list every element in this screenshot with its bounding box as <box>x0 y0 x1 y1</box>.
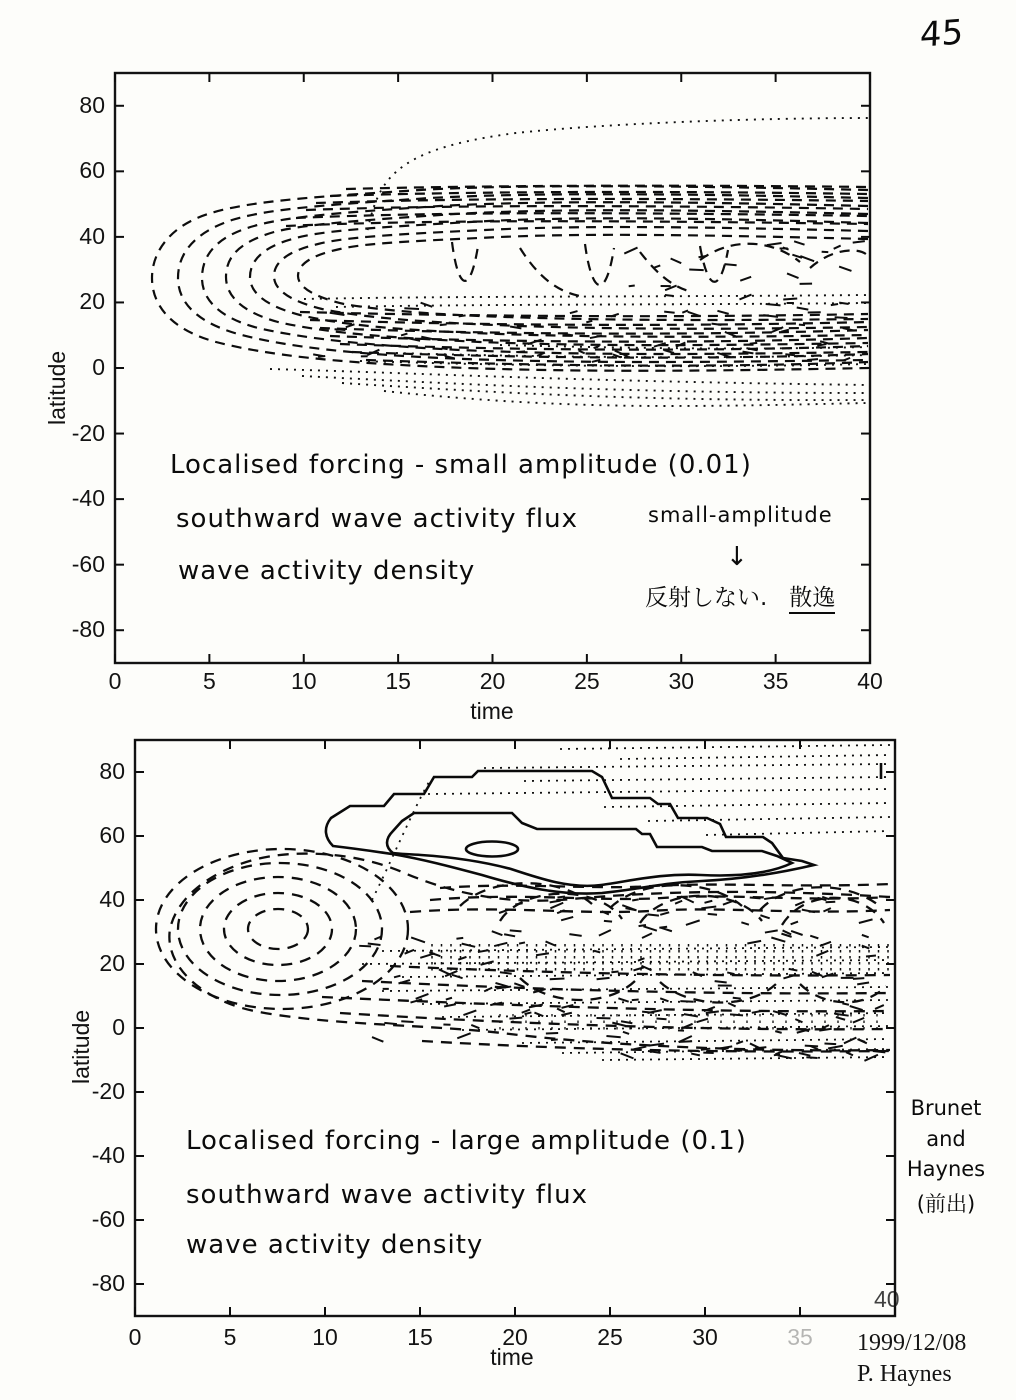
contour-texture-line <box>597 978 610 979</box>
x-tick-label: 15 <box>407 1324 433 1350</box>
contour-texture-line <box>750 343 758 344</box>
contour-texture-line <box>810 936 818 939</box>
y-tick-label: 60 <box>79 157 105 184</box>
contour-texture-line <box>859 1040 865 1042</box>
x-tick-label: 10 <box>290 668 317 694</box>
contour-texture-line <box>771 937 785 941</box>
contour-texture-line <box>500 972 512 973</box>
contour-texture-line <box>318 356 325 357</box>
contour-texture-line <box>835 317 848 318</box>
contour-texture-line <box>675 901 682 904</box>
contour-texture-line <box>715 981 727 982</box>
contour-texture-line <box>509 1018 522 1019</box>
contour-texture-line <box>684 1014 698 1016</box>
contour-texture-line <box>510 930 522 931</box>
contour-texture-line <box>660 912 669 915</box>
contour-texture-line <box>633 967 643 970</box>
contour-texture-line <box>836 1017 845 1020</box>
contour-texture-line <box>525 1012 532 1014</box>
contour-texture-line <box>820 942 831 946</box>
y-tick-label: 20 <box>79 288 105 315</box>
contour-texture-line <box>853 978 864 979</box>
contour-texture-line <box>444 1004 456 1006</box>
y-tick-label: -60 <box>71 550 105 577</box>
margin-note-line4: (前出) <box>916 1192 976 1216</box>
y-tick-label: 0 <box>112 1014 125 1040</box>
y-tick-label: -80 <box>71 616 105 643</box>
y-tick-label: 20 <box>99 950 125 976</box>
contour-texture-line <box>834 246 841 249</box>
contour-texture-line <box>546 941 556 945</box>
contour-texture-line <box>514 983 524 986</box>
contour-texture-line <box>446 998 452 1000</box>
contour-texture-line <box>859 919 873 923</box>
annotation-large-title: Localised forcing - large amplitude (0.1) <box>186 1126 747 1156</box>
contour-texture-line <box>550 901 561 903</box>
y-tick-label: -40 <box>71 485 105 512</box>
contour-texture-line <box>816 951 828 956</box>
y-tick-label: 80 <box>99 758 125 784</box>
x-tick-label: 25 <box>574 668 600 694</box>
x-tick-label: 5 <box>202 668 216 694</box>
contour-texture-line <box>550 978 565 979</box>
contour-texture-line <box>755 1047 766 1048</box>
contour-texture-line <box>835 1014 849 1016</box>
contour-texture-line <box>679 1041 692 1042</box>
contour-texture-line <box>843 328 855 331</box>
contour-texture-line <box>623 1032 629 1034</box>
contour-texture-line <box>557 1009 565 1013</box>
down-arrow-icon: ↓ <box>726 542 748 572</box>
x-tick-label: 0 <box>108 668 122 694</box>
contour-texture-line <box>569 934 581 936</box>
contour-texture-line <box>842 1003 849 1004</box>
contour-texture-line <box>606 1036 620 1037</box>
contour-texture-line <box>594 951 600 953</box>
contour-texture-line <box>624 248 637 254</box>
contour-texture-line <box>564 334 573 335</box>
margin-note-line2: and <box>926 1127 966 1151</box>
contour-texture-line <box>791 931 803 935</box>
bottom-dashed-contours <box>156 849 890 1052</box>
contour-texture-line <box>866 956 876 957</box>
contour-texture-line <box>826 902 836 903</box>
contour-texture-line <box>850 1006 863 1010</box>
x-tick-label: 10 <box>312 1324 338 1350</box>
contour-texture-line <box>853 241 865 243</box>
contour-texture-line <box>802 910 815 913</box>
x-tick-label: 20 <box>479 668 506 694</box>
contour-texture-line <box>844 1038 856 1044</box>
contour-texture-line <box>458 957 466 960</box>
x-tick-label: 35 <box>787 1324 813 1350</box>
contour-texture-line <box>740 277 751 281</box>
x-tick-label: 30 <box>668 668 695 694</box>
contour-texture-line <box>632 899 639 900</box>
contour-texture-line <box>586 321 592 323</box>
contour-texture-line <box>824 1043 836 1044</box>
contour-texture-line <box>741 922 749 924</box>
contour-texture-line <box>697 1019 708 1023</box>
contour-texture-line <box>561 917 573 920</box>
page-number: 45 <box>919 12 964 56</box>
contour-texture-line <box>806 1057 817 1058</box>
contour-texture-line <box>516 351 525 352</box>
y-tick-label: 40 <box>79 222 105 249</box>
contour-texture-line <box>604 921 612 922</box>
footer-date: 1999/12/08 <box>857 1330 967 1356</box>
contour-texture-line <box>723 901 734 905</box>
contour-texture-line <box>599 930 611 936</box>
contour-texture-line <box>519 942 525 943</box>
contour-texture-line <box>570 311 578 313</box>
contour-texture-line <box>722 1048 729 1049</box>
contour-texture-line <box>766 304 781 305</box>
contour-texture-line <box>594 346 600 348</box>
contour-texture-line <box>787 273 799 278</box>
contour-texture-line <box>828 1046 843 1049</box>
contour-texture-line <box>629 285 635 286</box>
contour-texture-line <box>550 903 563 909</box>
contour-texture-line <box>411 937 425 942</box>
contour-texture-line <box>699 256 708 257</box>
contour-texture-line <box>459 315 466 316</box>
contour-texture-line <box>611 971 618 972</box>
contour-texture-line <box>499 910 508 913</box>
contour-texture-line <box>862 946 870 949</box>
contour-texture-line <box>797 308 809 310</box>
x-tick-label: 40 <box>857 668 883 694</box>
annotation-japanese <box>645 579 835 612</box>
contour-texture-line <box>839 267 851 271</box>
contour-texture-line <box>484 988 492 992</box>
contour-texture-line <box>457 1033 470 1038</box>
contour-texture-line <box>557 897 565 898</box>
contour-texture-line <box>561 1013 571 1015</box>
x-tick-label: 20 <box>502 1324 528 1350</box>
contour-texture-line <box>775 1051 782 1054</box>
contour-texture-line <box>625 908 636 910</box>
annotation-small-line3: wave activity density <box>178 556 476 586</box>
contour-texture-line <box>579 351 585 354</box>
y-tick-label: -60 <box>91 1206 125 1232</box>
contour-texture-line <box>789 969 798 971</box>
contour-texture-line <box>831 304 838 305</box>
contour-texture-line <box>638 958 644 960</box>
top-chart-xlabel: time <box>470 698 514 724</box>
x-tick-label: 35 <box>762 668 789 694</box>
contour-texture-line <box>727 972 734 974</box>
top-chart-ylabel: latitude <box>44 350 70 425</box>
contour-texture-line <box>724 264 736 265</box>
contour-texture-line <box>456 938 463 939</box>
x-tick-label: 30 <box>692 1324 718 1350</box>
annotation-side-note: small-amplitude <box>648 503 833 527</box>
contour-texture-line <box>557 910 565 913</box>
contour-texture-line <box>384 1023 397 1024</box>
contour-texture-line <box>765 930 778 932</box>
bottom-dotted-contours <box>362 745 890 1060</box>
contour-texture-line <box>875 1005 884 1009</box>
contour-texture-line <box>611 314 619 317</box>
contour-texture-line <box>686 920 700 925</box>
contour-texture-line <box>394 976 400 978</box>
contour-texture-line <box>857 983 869 985</box>
contour-texture-line <box>691 1054 700 1056</box>
contour-texture-line <box>416 994 429 999</box>
contour-texture-line <box>844 358 850 361</box>
margin-note-line1: Brunet <box>910 1096 982 1120</box>
contour-texture-line <box>733 998 741 999</box>
bottom-chart-xlabel: time <box>490 1344 534 1370</box>
annotation-japanese-underlined: 散逸 <box>789 585 835 614</box>
contour-texture-line <box>775 1031 781 1033</box>
top-dashed-contours <box>152 186 868 371</box>
contour-texture-line <box>643 926 656 930</box>
contour-texture-line <box>717 311 728 314</box>
contour-texture-line <box>618 998 628 1001</box>
annotation-large-line2: southward wave activity flux <box>186 1180 588 1210</box>
contour-texture-line <box>494 943 507 946</box>
contour-texture-line <box>421 303 433 307</box>
y-tick-label: -40 <box>91 1142 125 1168</box>
x-tick-label: 5 <box>223 1324 237 1350</box>
top-dotted-contours <box>270 118 868 406</box>
contour-texture-line <box>728 1003 735 1006</box>
y-tick-label: -20 <box>71 419 105 446</box>
contour-texture-line <box>701 1049 710 1050</box>
annotation-large-line3: wave activity density <box>186 1230 484 1260</box>
contour-texture-line <box>440 324 447 325</box>
contour-texture-line <box>536 953 549 955</box>
contour-texture-line <box>492 931 503 935</box>
y-tick-label: 60 <box>99 822 125 848</box>
contour-texture-line <box>760 915 769 918</box>
y-tick-label: -80 <box>91 1270 125 1296</box>
contour-texture-line <box>839 303 849 304</box>
contour-texture-line <box>401 1021 413 1022</box>
contour-texture-line <box>442 348 448 349</box>
contour-texture-line <box>791 922 798 925</box>
contour-texture-line <box>682 310 688 312</box>
annotation-small-line2: southward wave activity flux <box>176 504 578 534</box>
contour-texture-line <box>654 265 661 267</box>
contour-texture-line <box>862 935 869 937</box>
x-tick-label: 0 <box>128 1324 142 1350</box>
contour-texture-line <box>730 1014 743 1015</box>
contour-texture-line <box>701 907 716 909</box>
annotation-japanese-prefix: 反射しない. <box>645 585 768 611</box>
contour-texture-line <box>680 1001 693 1002</box>
contour-texture-line <box>689 269 703 270</box>
contour-texture-line <box>785 354 795 355</box>
y-tick-label: 80 <box>79 91 105 118</box>
contour-texture-line <box>462 944 475 947</box>
bottom-chart-ylabel: latitude <box>68 1009 94 1084</box>
contour-texture-line <box>504 934 515 936</box>
y-tick-label: -20 <box>91 1078 125 1104</box>
small-scale-contour-texture <box>313 241 888 1061</box>
contour-texture-line <box>634 1047 647 1050</box>
bottom-chart-xtick-40: 40 <box>874 1286 900 1312</box>
contour-texture-line <box>463 1010 476 1015</box>
contour-texture-line <box>706 1011 719 1013</box>
contour-texture-line <box>551 1039 558 1040</box>
x-tick-label: 25 <box>597 1324 623 1350</box>
contour-texture-line <box>736 1041 743 1043</box>
contour-texture-line <box>346 324 355 327</box>
contour-texture-line <box>846 1052 853 1055</box>
contour-texture-line <box>642 933 652 938</box>
y-tick-label: 0 <box>92 354 105 380</box>
contour-texture-line <box>359 946 371 947</box>
contour-texture-line <box>660 998 668 1001</box>
contour-texture-line <box>800 256 814 261</box>
contour-texture-line <box>747 941 761 944</box>
contour-texture-line <box>335 329 346 330</box>
contour-texture-line <box>752 1011 763 1013</box>
contour-texture-line <box>621 1053 634 1058</box>
contour-texture-line <box>767 243 782 245</box>
contour-texture-line <box>799 1053 811 1056</box>
contour-texture-line <box>621 1021 632 1023</box>
margin-note-line3: Haynes <box>906 1157 986 1181</box>
contour-texture-line <box>671 258 682 263</box>
contour-texture-line <box>368 944 381 945</box>
contour-texture-line <box>705 901 713 903</box>
contour-texture-line <box>661 928 672 932</box>
contour-texture-line <box>647 914 659 915</box>
contour-texture-line <box>372 1037 383 1042</box>
contour-texture-line <box>794 241 804 244</box>
contour-texture-line <box>590 336 602 338</box>
annotation-small-title: Localised forcing - small amplitude (0.01) <box>170 450 752 480</box>
contour-texture-line <box>656 1019 666 1020</box>
contour-texture-line <box>404 308 419 309</box>
contour-texture-line <box>853 1018 864 1023</box>
contour-texture-line <box>515 903 522 904</box>
contour-texture-line <box>708 914 717 915</box>
contour-texture-line <box>712 324 722 325</box>
contour-texture-line <box>471 1025 479 1028</box>
contour-texture-line <box>452 975 463 978</box>
contour-texture-line <box>401 334 407 336</box>
contour-texture-line <box>807 359 818 360</box>
contour-texture-line <box>642 1012 654 1013</box>
x-tick-label: 15 <box>385 668 411 694</box>
contour-texture-line <box>632 999 639 1000</box>
y-tick-label: 40 <box>99 886 125 912</box>
contour-texture-line <box>665 295 674 296</box>
contour-texture-line <box>783 299 797 300</box>
footer-author: P. Haynes <box>857 1361 952 1387</box>
contour-texture-line <box>750 897 761 898</box>
contour-texture-line <box>664 312 674 313</box>
contour-texture-line <box>639 925 646 926</box>
